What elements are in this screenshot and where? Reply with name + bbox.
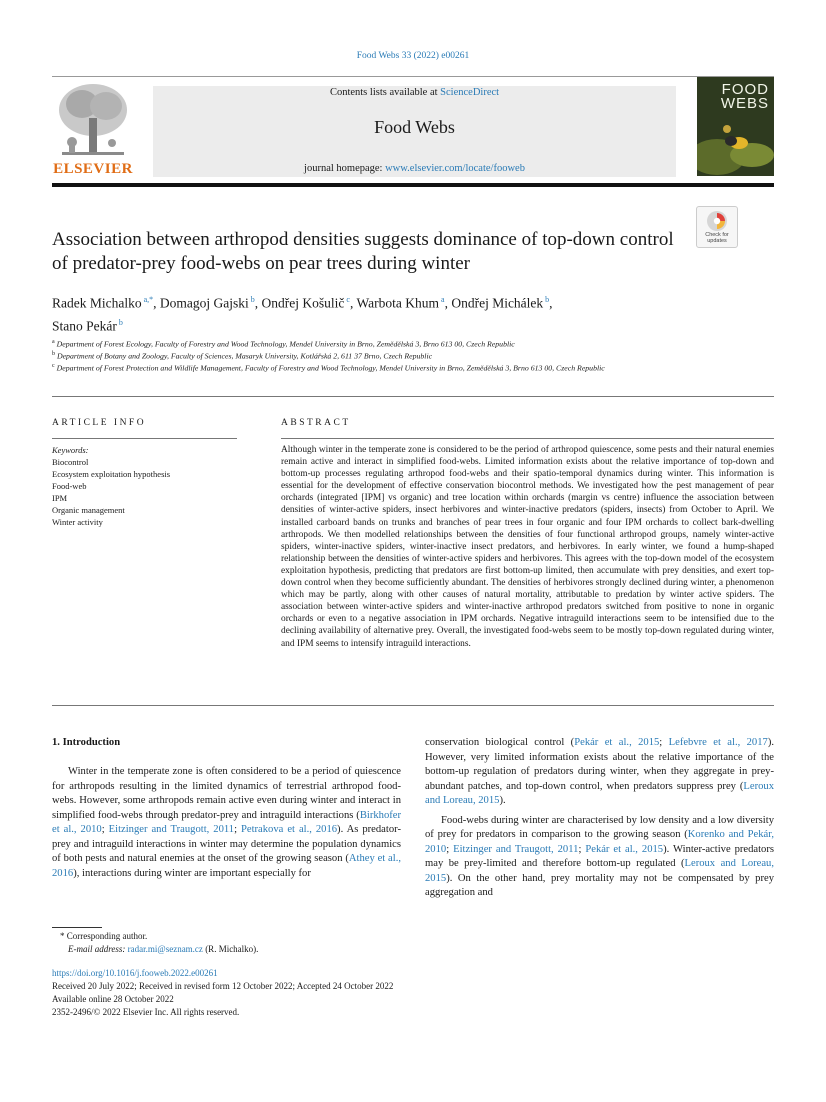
article-metadata-footer bbox=[52, 967, 552, 1019]
paragraph-text: ; bbox=[101, 824, 109, 835]
paragraph-text: ). However, very limited information exists about the relative importance of the bottom-up regulation of predators during winter, when they aggregate in prey-abundant patches, and top-down control, when predators suppress prey ( bbox=[425, 737, 775, 792]
citation-link[interactable]: Pekár et al., 2015 bbox=[574, 737, 660, 748]
author-separator: , bbox=[549, 295, 553, 311]
author-affiliation-marker[interactable]: b bbox=[116, 317, 123, 327]
cover-title-line1: FOOD bbox=[721, 81, 769, 98]
author-list bbox=[52, 290, 752, 335]
abstract-text: Although winter in the temperate zone is considered to be the period of arthropod quiescence, some pests and their natural enemies remain active and interact in simplified food-webs. Limited information exists about the relative importance of top-down and bottom-up processes regulating arthropod food-webs and their spatio-temporal dynamics during winter. This information is essential for the development of effective conservation biocontrol methods. We investigated how the pest management of pear orchards (integrated [IPM] vs organic) and tree location within orchards (margin vs centre) influence the association between densities of winter-active spiders, insect herbivores and winter-inactive predators (spiders, insects) from October to April. We installed carboard bands on trunks and branches of pear trees in four organic and four IPM orchards to collect bark-dwelling arthropods. We then modelled relationships between the densities of four functional arthropod groups, namely winter-active spiders, winter-inactive spiders, winter-inactive insect predators, and herbivores. In early winter, we found a hump-shaped relationship between the densities of winter-active spiders and herbivores. This agrees with the top-down model of the ecosystem exploitation hypothesis, predicting that predators are first bottom-up limited, then accumulate with prey densities, and exert top-down control when they become sufficiently abundant. The densities of herbivores strongly declined during winter, a phenomenon which may be partly, along with other causes of natural mortality, attributable to predation by winter active spiders. The association between winter-active spiders and winter-inactive arthropod predators switched from positive to none in organic orchards or even to a negative association in IPM orchards. Negative intraguild interactions seem to be intensified due to the declining availability of alternative prey. Overall, the investigated food-webs seem to be mostly top-down regulated during winter, and IPM seems to intensify intraguild interactions. bbox=[281, 445, 774, 649]
elsevier-tree-icon bbox=[52, 80, 134, 160]
abstract-bottom-rule bbox=[52, 705, 774, 706]
check-for-updates-button[interactable] bbox=[696, 206, 738, 248]
affiliation-a-text: Department of Forest Ecology, Faculty of Forestry and Wood Technology, Mendel University in Brno, Zemědělská 3, Brno 613 00, Czech Republic bbox=[56, 339, 515, 349]
copyright: 2352-2496/© 2022 Elsevier Inc. All rights reserved. bbox=[52, 1007, 240, 1017]
article-info-heading: ARTICLE INFO bbox=[52, 418, 147, 428]
citation-link[interactable]: Lefebvre et al., 2017 bbox=[668, 737, 768, 748]
paragraph-text: ; bbox=[659, 737, 669, 748]
keywords-block bbox=[52, 444, 242, 528]
paragraph-text: ; bbox=[234, 824, 241, 835]
citation-link[interactable]: Eitzinger and Traugott, 2011 bbox=[108, 824, 235, 835]
citation-link[interactable]: Eitzinger and Traugott, 2011 bbox=[453, 843, 579, 855]
citation-link[interactable]: Petrakova et al., 2016 bbox=[240, 824, 338, 835]
author-affiliation-marker[interactable]: a,* bbox=[141, 295, 154, 304]
author-separator: , bbox=[349, 295, 357, 311]
keyword: IPM bbox=[52, 493, 68, 503]
paragraph-text: ; bbox=[578, 843, 586, 855]
intro-paragraph bbox=[425, 736, 774, 809]
header-top-rule bbox=[52, 76, 774, 77]
header-thick-rule bbox=[52, 183, 774, 187]
email-note bbox=[52, 943, 552, 956]
journal-cover[interactable] bbox=[697, 77, 774, 176]
email-link[interactable]: radar.mi@seznam.cz bbox=[127, 944, 203, 954]
cover-title-line2: WEBS bbox=[720, 95, 769, 112]
author-affiliation-marker[interactable]: a bbox=[439, 295, 445, 304]
citation-link[interactable]: Leroux and Loreau, 2015 bbox=[425, 780, 774, 806]
intro-paragraph bbox=[425, 814, 774, 901]
affiliation-a-marker: a bbox=[52, 339, 55, 345]
paragraph-text: ; bbox=[446, 843, 454, 855]
author-affiliation-marker[interactable]: b bbox=[248, 295, 255, 304]
keyword: Food-web bbox=[52, 481, 87, 491]
author-name: Stano Pekár bbox=[52, 318, 117, 333]
citation-link[interactable]: Pekár et al., 2015 bbox=[585, 843, 664, 855]
check-updates-label: Check for updates bbox=[705, 232, 729, 244]
author-name: Ondřej Michálek bbox=[451, 295, 544, 311]
citation-link[interactable]: Athey et al., 2016 bbox=[52, 853, 401, 879]
paragraph-text: Food-webs during winter are characterised by low density and a low diversity of prey for predators in comparison to the growing season ( bbox=[425, 814, 774, 840]
available-online: Available online 28 October 2022 bbox=[52, 994, 174, 1004]
cover-title bbox=[721, 83, 769, 111]
journal-citation[interactable]: Food Webs 33 (2022) e00261 bbox=[356, 51, 470, 61]
affiliation-c-marker: c bbox=[52, 363, 55, 369]
keywords-label: Keywords: bbox=[52, 445, 89, 455]
author-separator: , bbox=[254, 295, 262, 311]
keyword: Ecosystem exploitation hypothesis bbox=[52, 469, 171, 479]
keyword: Organic management bbox=[52, 505, 125, 515]
homepage-link[interactable]: www.elsevier.com/locate/fooweb bbox=[385, 163, 525, 174]
intro-paragraph bbox=[52, 765, 401, 881]
intro-right-column bbox=[425, 736, 774, 901]
footnote bbox=[52, 930, 552, 956]
homepage-line bbox=[153, 163, 676, 174]
email-suffix: (R. Michalko). bbox=[202, 944, 259, 954]
intro-left-column bbox=[52, 765, 401, 881]
homepage-prefix: journal homepage: bbox=[304, 163, 386, 174]
elsevier-logo bbox=[52, 80, 134, 160]
keyword: Biocontrol bbox=[52, 457, 89, 467]
check-updates-icon bbox=[706, 210, 728, 232]
author-name: Warbota Khum bbox=[356, 295, 440, 311]
sciencedirect-link[interactable]: ScienceDirect bbox=[440, 87, 500, 98]
journal-name: Food Webs bbox=[374, 117, 455, 137]
corresponding-label: Corresponding author. bbox=[66, 931, 148, 941]
corresponding-note: * Corresponding author. bbox=[60, 931, 148, 941]
citation-link[interactable]: Leroux and Loreau, 2015 bbox=[425, 858, 774, 884]
author-separator: , bbox=[444, 295, 452, 311]
contents-line bbox=[153, 87, 676, 98]
intro-heading: 1. Introduction bbox=[52, 737, 121, 748]
author-name: Radek Michalko bbox=[52, 295, 142, 311]
article-title: Association between arthropod densities suggests dominance of top-down control of predator-prey food-webs on pear trees during winter bbox=[52, 229, 674, 274]
affiliation-b-text: Department of Botany and Zoology, Faculty of Sciences, Masaryk University, Kotlářská 2, 611 37 Brno, Czech Republic bbox=[56, 351, 433, 361]
affiliation-c-text: Department of Forest Protection and Wildlife Management, Faculty of Forestry and Wood Technology, Mendel University in Brno, Zemědělská 3, Brno 613 00, Czech Republic bbox=[56, 363, 605, 373]
article-info-rule bbox=[52, 438, 237, 439]
paragraph-text: ), interactions during winter are important especially for bbox=[73, 867, 311, 879]
elsevier-wordmark: ELSEVIER bbox=[53, 161, 133, 177]
paragraph-text: ). On the other hand, prey mortality may not be compensated by prey aggregation and bbox=[425, 872, 774, 898]
email-label: E-mail address: bbox=[68, 944, 126, 954]
citation-link[interactable]: Birkhofer et al., 2010 bbox=[52, 809, 401, 835]
author-name: Domagoj Gajski bbox=[159, 295, 249, 311]
received-dates: Received 20 July 2022; Received in revised form 12 October 2022; Accepted 24 October 2022 bbox=[52, 981, 394, 991]
keyword: Winter activity bbox=[52, 517, 103, 527]
doi-link[interactable]: https://doi.org/10.1016/j.fooweb.2022.e00261 bbox=[52, 968, 218, 978]
contents-prefix: Contents lists available at bbox=[329, 87, 441, 98]
affiliation-b-marker: b bbox=[52, 351, 55, 357]
abstract-rule bbox=[281, 438, 774, 439]
citation-link[interactable]: Korenko and Pekár, 2010 bbox=[425, 829, 774, 855]
abstract-heading: ABSTRACT bbox=[281, 418, 351, 428]
author-separator: , bbox=[153, 295, 160, 311]
paragraph-text: ). bbox=[499, 795, 506, 806]
author-affiliation-marker[interactable]: c bbox=[344, 295, 350, 304]
affiliation-c bbox=[52, 360, 732, 375]
author-affiliation-marker[interactable]: b bbox=[543, 295, 550, 304]
paragraph-text: Winter in the temperate zone is often considered to be a period of quiescence for arthropods resulting in the limited dynamics of terrestrial arthropod food-webs. However, some arthropods remain active even during winter and interact in simplified food-webs through predator-prey and intraguild interactions ( bbox=[52, 766, 401, 821]
affiliation-rule bbox=[52, 396, 774, 397]
paragraph-text: conservation biological control ( bbox=[425, 737, 575, 748]
paragraph-text: ). Winter-active predators may be prey-limited and therefore bottom-up regulated ( bbox=[425, 843, 775, 869]
footnote-rule bbox=[52, 927, 102, 928]
paragraph-text: ). As predator-prey and intraguild interactions in winter may determine the population dynamics of both pests and natural enemies at the onset of the growing season ( bbox=[52, 824, 401, 864]
author-name: Ondřej Košulič bbox=[261, 295, 345, 311]
